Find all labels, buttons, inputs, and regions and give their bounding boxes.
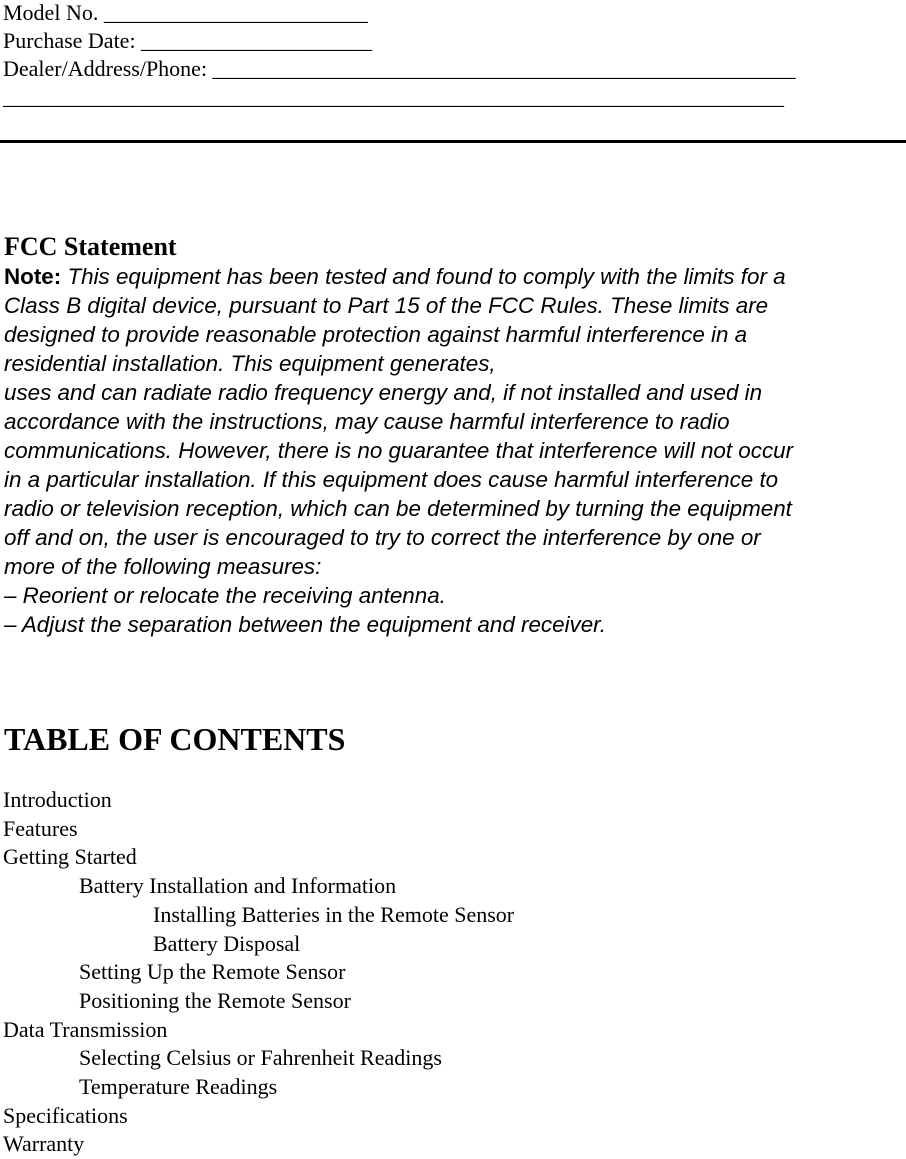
fcc-statement-line: designed to provide reasonable protection against harmful interference in a [4,322,748,347]
dealer-address-continuation-line: _______________________________________________________________________ [3,84,784,109]
fcc-statement-line: residential installation. This equipment generates, [4,351,496,376]
fcc-statement-heading: FCC Statement [4,232,177,261]
toc-entry-battery-disposal: Battery Disposal [153,930,301,956]
fcc-statement-line: communications. However, there is no guarantee that interference will not occur [4,438,794,463]
toc-entry-getting-started: Getting Started [3,844,137,870]
model-number-field: Model No. ________________________ [3,0,368,25]
dealer-address-phone-field: Dealer/Address/Phone: _____________________________________________________ [3,56,796,81]
fcc-measure-item: – Reorient or relocate the receiving antenna. [4,583,446,608]
toc-entry-setting-up-sensor: Setting Up the Remote Sensor [79,959,346,985]
fcc-statement-line: off and on, the user is encouraged to try to correct the interference by one or [4,525,761,550]
fcc-measure-item: – Adjust the separation between the equipment and receiver. [4,612,607,637]
fcc-statement-line: Class B digital device, pursuant to Part 15 of the FCC Rules. These limits are [4,293,769,318]
fcc-statement-line: radio or television reception, which can be determined by turning the equipment [4,496,792,521]
toc-entry-features: Features [3,815,78,841]
section-divider [0,140,906,143]
toc-entry-warranty: Warranty [3,1131,85,1157]
note-label: Note: [4,264,62,289]
fcc-statement-line: uses and can radiate radio frequency energy and, if not installed and used in [4,380,763,405]
fcc-statement-line: in a particular installation. If this equipment does cause harmful interference to [4,467,779,492]
toc-entry-introduction: Introduction [3,787,112,812]
toc-entry-installing-batteries: Installing Batteries in the Remote Sensor [153,901,515,927]
toc-entry-specifications: Specifications [3,1102,128,1128]
fcc-statement-line [4,262,904,291]
toc-entry-positioning-sensor: Positioning the Remote Sensor [79,987,351,1013]
fcc-statement-line: more of the following measures: [4,554,322,579]
toc-entry-battery-installation: Battery Installation and Information [79,873,397,899]
table-of-contents-heading: TABLE OF CONTENTS [4,721,346,757]
fcc-statement-body [4,262,904,639]
table-of-contents-list [3,786,514,1159]
fcc-statement-line: accordance with the instructions, may cause harmful interference to radio [4,409,730,434]
purchase-date-field: Purchase Date: _____________________ [3,28,373,53]
fcc-statement-text: This equipment has been tested and found to comply with the limits for a [61,264,786,289]
toc-entry-celsius-fahrenheit: Selecting Celsius or Fahrenheit Readings [79,1045,442,1071]
toc-entry-temperature-readings: Temperature Readings [79,1074,278,1100]
toc-entry-data-transmission: Data Transmission [3,1016,168,1042]
